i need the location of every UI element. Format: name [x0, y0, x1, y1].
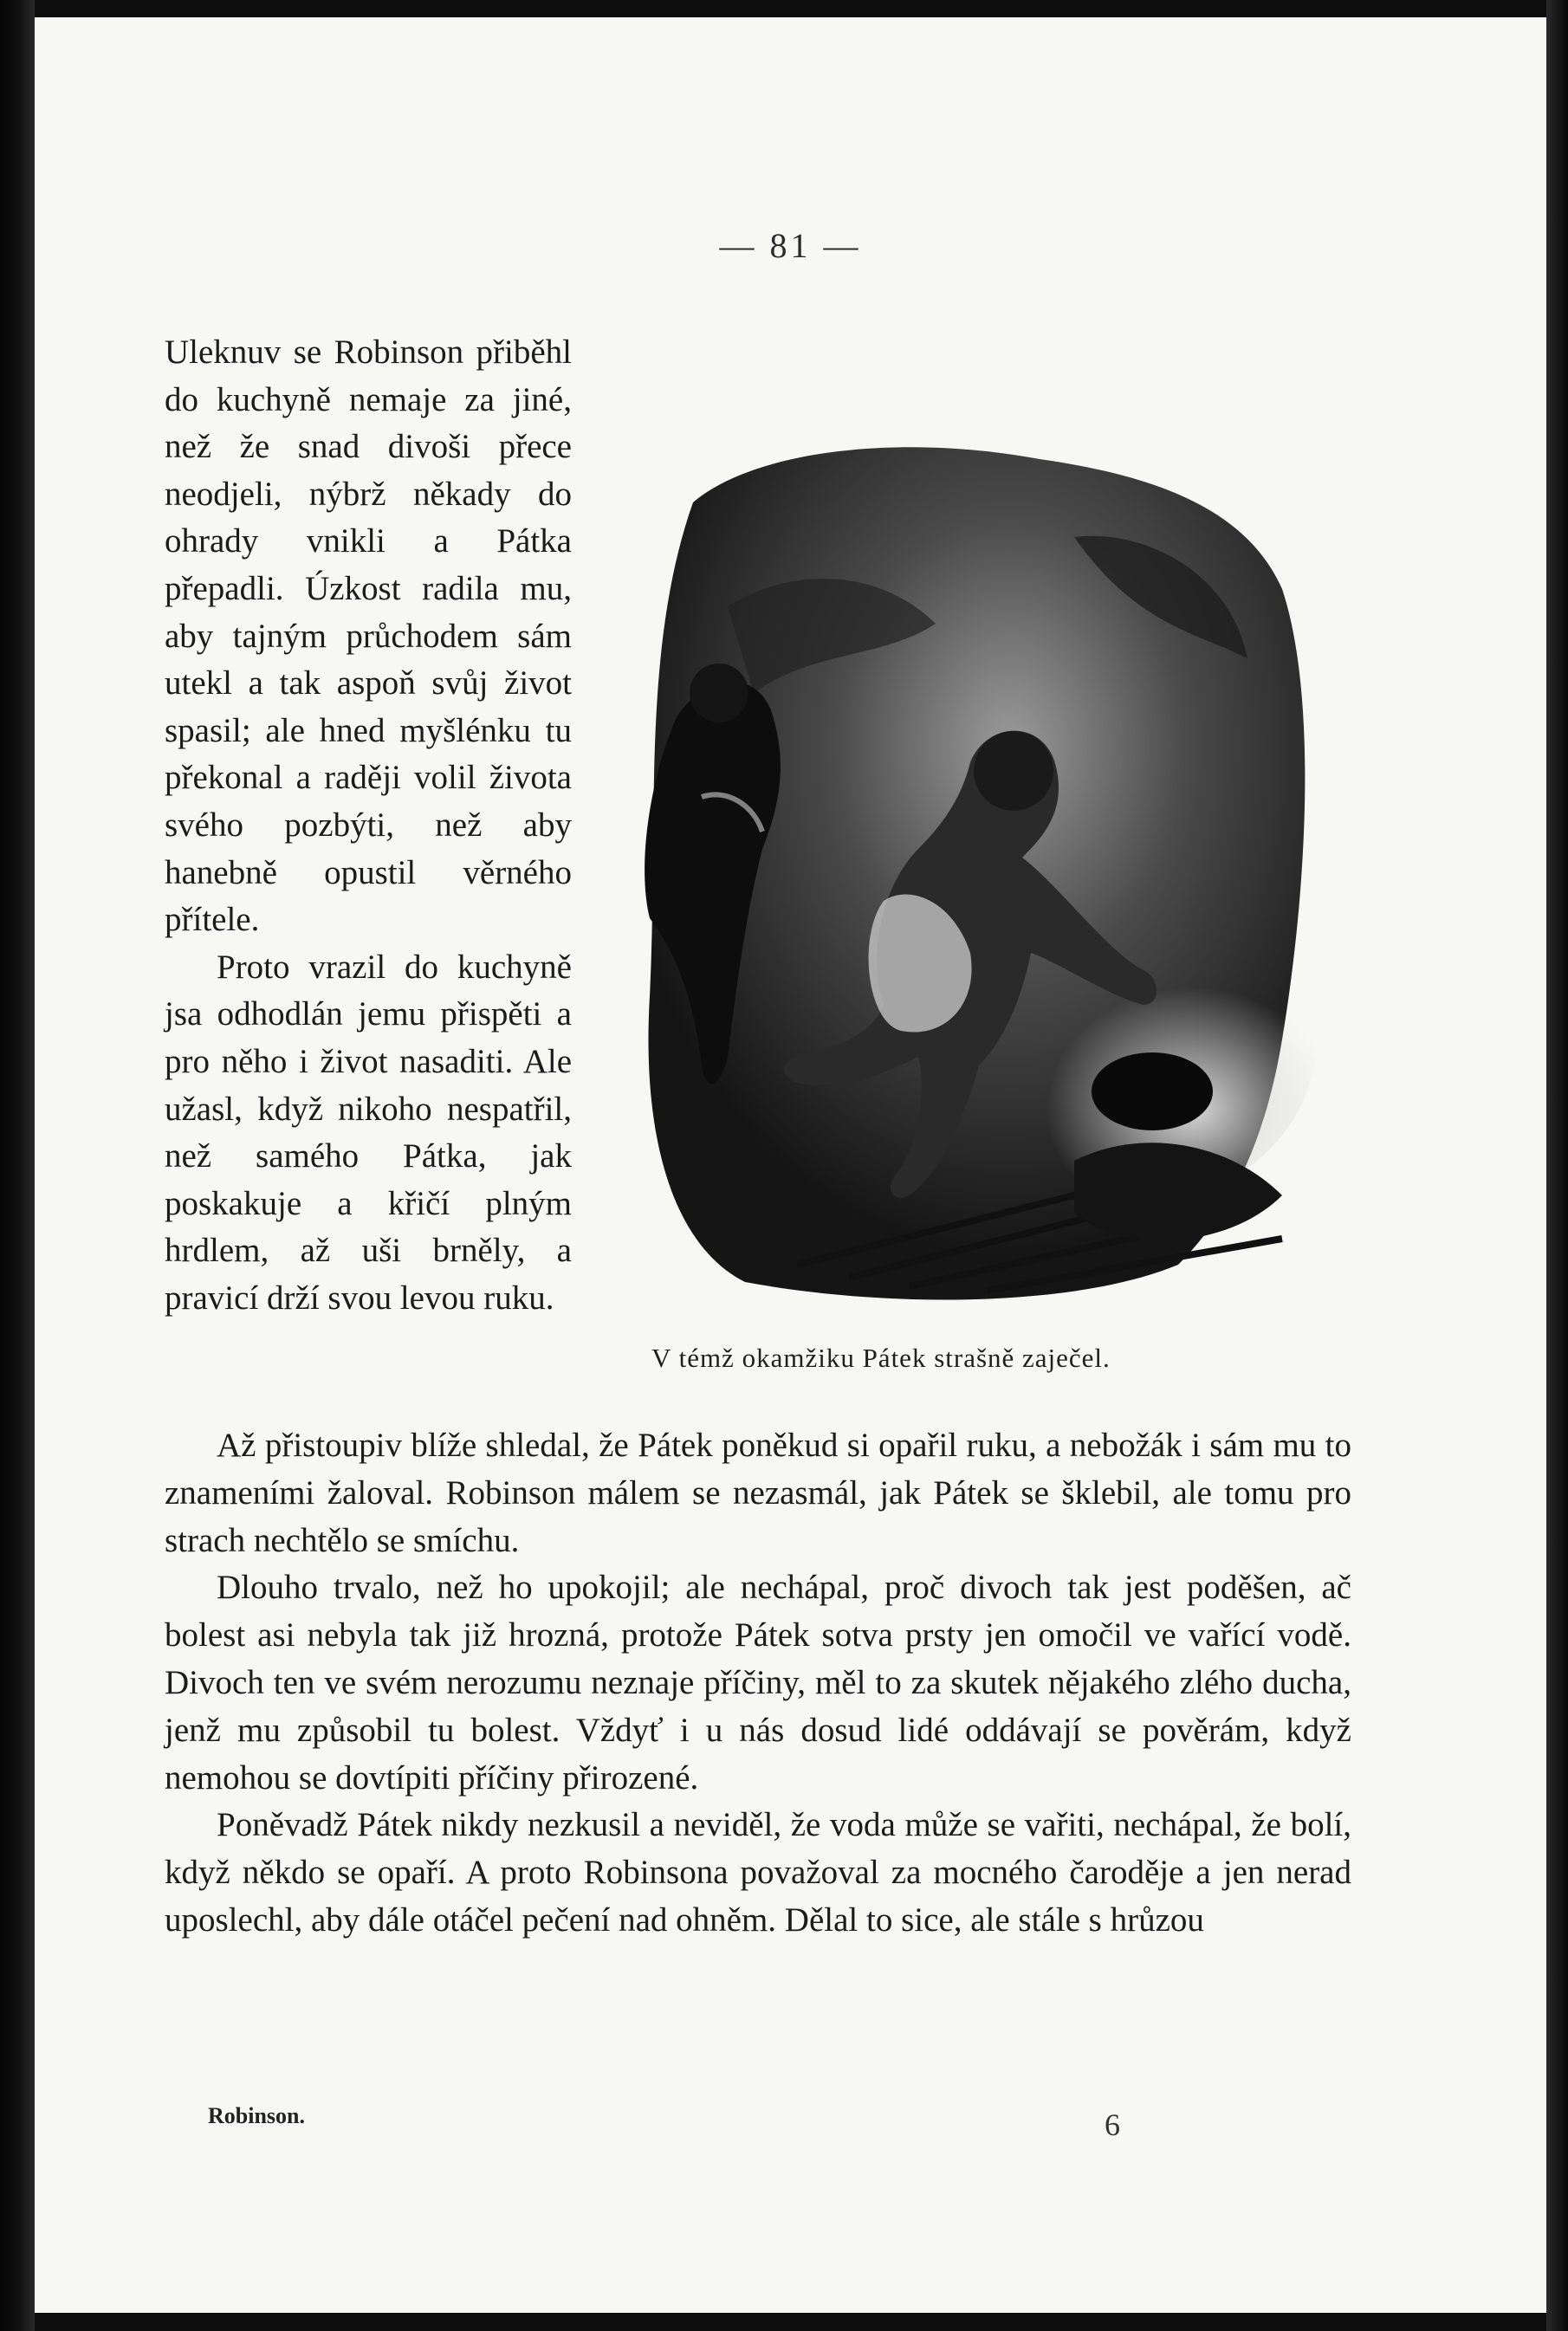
- sheet-number: 6: [1105, 2108, 1120, 2142]
- scan-top-border: [35, 0, 1546, 17]
- page-number-header: — 81 —: [719, 226, 862, 265]
- scan-left-border: [0, 0, 35, 2331]
- scan-bottom-border: [35, 2313, 1546, 2331]
- illustration-caption: V témž okamžiku Pátek strašně zaječel.: [651, 1343, 1111, 1373]
- scan-right-border: [1546, 0, 1568, 2331]
- wide-text-column: [165, 1422, 1351, 1945]
- paragraph: Proto vrazil do kuchyně jsa odhodlán jemu přispěti a pro něho i život nasaditi. Ale užasl, když nikoho nespatřil, než samého Pátka, jak poskakuje a křičí plným hrdlem, až uši brněly, a pravicí drží svou levou ruku.: [165, 948, 572, 1317]
- paragraph: Uleknuv se Robinson přiběhl do kuchyně nemaje za jiné, než že snad divoši přece neodjeli, nýbrž někady do ohrady vnikli a Pátka přepadli. Úzkost radila mu, aby tajným průchodem sám utekl a tak aspoň svůj život spasil; ale hned myšlénku tu překonal a raději volil života svého pozbýti, než aby hanebně opustil věrného přítele.: [165, 333, 572, 939]
- illustration: [624, 433, 1317, 1317]
- signature-mark: Robinson.: [208, 2103, 305, 2128]
- illustration-drawing: [624, 433, 1317, 1317]
- paragraph: Až přistoupiv blíže shledal, že Pátek poněkud si opařil ruku, a nebožák i sám mu to znameními žaloval. Robinson málem se nezasmál, jak Pátek se šklebil, ale tomu pro strach nechtělo se smíchu.: [165, 1427, 1351, 1559]
- paragraph: Dlouho trvalo, než ho upokojil; ale nechápal, proč divoch tak jest poděšen, ač bolest asi nebyla tak již hrozná, protože Pátek sotva prsty jen omočil ve vařící vodě. Divoch ten ve svém nerozumu neznaje příčiny, měl to za skutek nějakého zlého ducha, jenž mu způsobil tu bolest. Vždyť i u nás dosud lidé oddávají se pověrám, když nemohou se dovtípiti příčiny přirozené.: [165, 1569, 1351, 1797]
- narrow-text-column: [165, 329, 572, 1322]
- paragraph: Poněvadž Pátek nikdy nezkusil a neviděl, že voda může se vařiti, nechápal, že bolí, když někdo se opaří. A proto Robinsona považoval za mocného čaroděje a jen nerad uposlechl, aby dále otáčel pečení nad ohněm. Dělal to sice, ale stále s hrůzou: [165, 1806, 1351, 1939]
- book-page: [35, 17, 1546, 2313]
